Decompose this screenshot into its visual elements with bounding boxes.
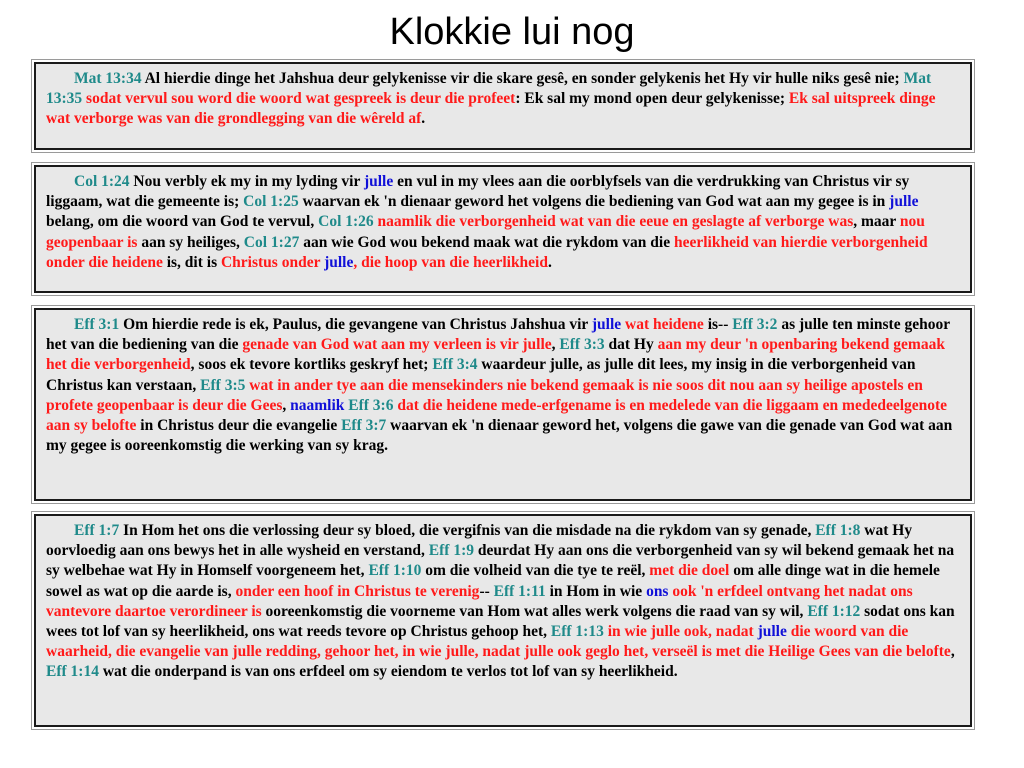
verse-text: , <box>551 336 560 354</box>
emphasized-word: julle <box>324 253 354 271</box>
highlighted-phrase: heerlikheid van hierdie verborgenheid onder die heidene <box>46 233 928 271</box>
verse-text: wat die onderpand is van ons erfdeel om sy eiendom te verlos tot lof van sy heerlikheid. <box>98 663 678 681</box>
highlighted-phrase: ook 'n erfdeel ontvang het nadat ons vantevore daartoe verordineer is <box>46 582 913 620</box>
highlighted-phrase: naamlik die verborgenheid wat van die eeue en geslagte af verborge was <box>377 213 854 231</box>
emphasized-word: naamlik <box>290 396 345 414</box>
scripture-box-matthew <box>34 62 972 150</box>
verse-reference: Eff 1:13 <box>550 623 604 641</box>
verse-reference: Eff 1:10 <box>368 562 422 580</box>
verse-text: aan sy heiliges, <box>137 233 244 251</box>
highlighted-phrase: die woord van die waarheid, die evangelie van julle redding, gehoor het, in wie julle, nadat julle ook geglo het, verseël is met die Heilige Gees van die belofte <box>46 623 951 661</box>
verse-text: ooreenkomstig die voorneme van Hom wat alles werk volgens die raad van sy wil, <box>261 602 808 620</box>
verse-text: , <box>950 643 955 661</box>
highlighted-phrase: wat heidene <box>625 316 704 333</box>
verse-reference: Eff 1:7 <box>74 522 120 539</box>
verse-text: . <box>421 110 426 128</box>
highlighted-phrase: dat die heidene mede-erfgename is en medelede van die liggaam en mededeelgenote aan sy belofte <box>46 396 948 435</box>
verse-text: en vul in my vlees aan die oorblyfsels van die verdrukking van Christus vir sy liggaam, wat die gemeente is; <box>46 173 910 211</box>
verse-text: In Hom het ons die verlossing deur sy bloed, die vergifnis van die misdade na die rykdom van sy genade, <box>119 522 816 539</box>
verse-text: in Christus deur die evangelie <box>136 417 342 435</box>
verse-reference: Eff 3:2 <box>732 316 778 333</box>
verse-text: waardeur julle, as julle dit lees, my insig in die verborgenheid van Christus kan verstaan, <box>46 356 916 394</box>
verse-text: aan wie God wou bekend maak wat die rykdom van die <box>299 233 674 251</box>
verse-text: waarvan ek 'n dienaar geword het volgens die bediening van God wat aan my gegee is in <box>298 193 890 211</box>
verse-reference: Col 1:27 <box>243 233 300 251</box>
emphasized-word: ons <box>646 582 669 600</box>
verse-text: is, dit is <box>162 253 221 271</box>
emphasized-word: julle <box>591 316 622 333</box>
verse-text: waarvan ek 'n dienaar geword het, volgens die gawe van die genade van God wat aan my gegee is ooreenkomstig die werking van sy krag. <box>46 417 953 455</box>
verse-reference: Eff 1:8 <box>815 522 861 539</box>
scripture-box-ephesians-1 <box>34 514 972 727</box>
highlighted-phrase: genade van God wat aan my verleen is vir julle <box>242 336 552 354</box>
verse-text: om alle dinge wat in die hemele sowel as wat op die aarde is, <box>46 562 940 600</box>
verse-text: wat Hy oorvloedig aan ons bewys het in alle wysheid en verstand, <box>46 522 913 560</box>
verse-reference: Eff 1:11 <box>493 582 546 600</box>
verse-text: deurdat Hy aan ons die verborgenheid van sy wil bekend gemaak het na sy welbehae wat Hy in Homself voorgeneem het, <box>46 542 955 580</box>
verse-reference: Mat 13:34 <box>74 70 142 87</box>
verse-text: , soos ek tevore kortliks geskryf het; <box>190 356 433 374</box>
verse-reference: Mat 13:35 <box>46 70 932 108</box>
verse-reference: Eff 1:9 <box>428 542 474 560</box>
verse-reference: Eff 1:14 <box>46 663 99 681</box>
verse-text: Al hierdie dinge het Jahshua deur gelykenisse vir die skare gesê, en sonder gelykenis het Hy vir hulle niks gesê nie; <box>141 70 904 87</box>
verse-reference: Eff 3:3 <box>559 336 605 354</box>
verse-text: dat Hy <box>604 336 658 354</box>
verse-reference: Eff 3:7 <box>341 417 387 435</box>
slide-title: Klokkie lui nog <box>389 11 635 53</box>
verse-text: : Ek sal my mond open deur gelykenisse; <box>515 90 789 108</box>
verse-text: , <box>282 396 291 414</box>
verse-text: is-- <box>703 316 733 333</box>
verse-text: om die volheid van die tye te reël, <box>421 562 650 580</box>
verse-reference: Col 1:25 <box>243 193 299 211</box>
verse-text: -- <box>479 582 494 600</box>
highlighted-phrase: Ek sal uitspreek dinge wat verborge was van die grondlegging van die wêreld af <box>46 90 936 128</box>
highlighted-phrase: , die hoop van die heerlikheid <box>353 253 548 271</box>
emphasized-word: julle <box>757 623 787 641</box>
scripture-box-ephesians-3 <box>34 308 972 501</box>
verse-reference: Eff 3:5 <box>200 376 246 394</box>
highlighted-phrase: met die doel <box>649 562 730 580</box>
verse-text: Om hierdie rede is ek, Paulus, die gevangene van Christus Jahshua vir <box>119 316 592 333</box>
verse-reference: Eff 1:12 <box>807 602 861 620</box>
verse-reference: Col 1:26 <box>318 213 374 231</box>
highlighted-phrase: in wie julle ook, nadat <box>607 623 758 641</box>
verse-reference: Eff 3:6 <box>348 396 394 414</box>
verse-reference: Eff 3:1 <box>74 316 120 333</box>
highlighted-phrase: aan my deur 'n openbaring bekend gemaak het die verborgenheid <box>46 336 945 374</box>
highlighted-phrase: wat in ander tye aan die mensekinders nie bekend gemaak is nie soos dit nou aan sy heilige apostels en profete geopenbaar is deur die Gees <box>46 376 923 414</box>
verse-reference: Eff 3:4 <box>432 356 478 374</box>
verse-text: sodat ons kan wees tot lof van sy heerlikheid, ons wat reeds tevore op Christus gehoop het, <box>46 602 955 641</box>
verse-text: in Hom in wie <box>545 582 647 600</box>
emphasized-word: julle <box>363 173 394 190</box>
highlighted-phrase: Christus onder <box>220 253 325 271</box>
verse-text: . <box>548 253 552 271</box>
scripture-box-colossians <box>34 165 972 293</box>
verse-text: as julle ten minste gehoor het van die bediening van die <box>46 316 950 354</box>
highlighted-phrase: nou geopenbaar is <box>46 213 925 251</box>
verse-text: , maar <box>853 213 900 231</box>
verse-text: Nou verbly ek my in my lyding vir <box>129 173 364 190</box>
verse-reference: Col 1:24 <box>74 173 130 190</box>
highlighted-phrase: sodat vervul sou word die woord wat gespreek is deur die profeet <box>86 90 516 108</box>
emphasized-word: julle <box>889 193 919 211</box>
highlighted-phrase: onder een hoof in Christus te verenig <box>235 582 480 600</box>
verse-text: belang, om die woord van God te vervul, <box>46 213 319 231</box>
